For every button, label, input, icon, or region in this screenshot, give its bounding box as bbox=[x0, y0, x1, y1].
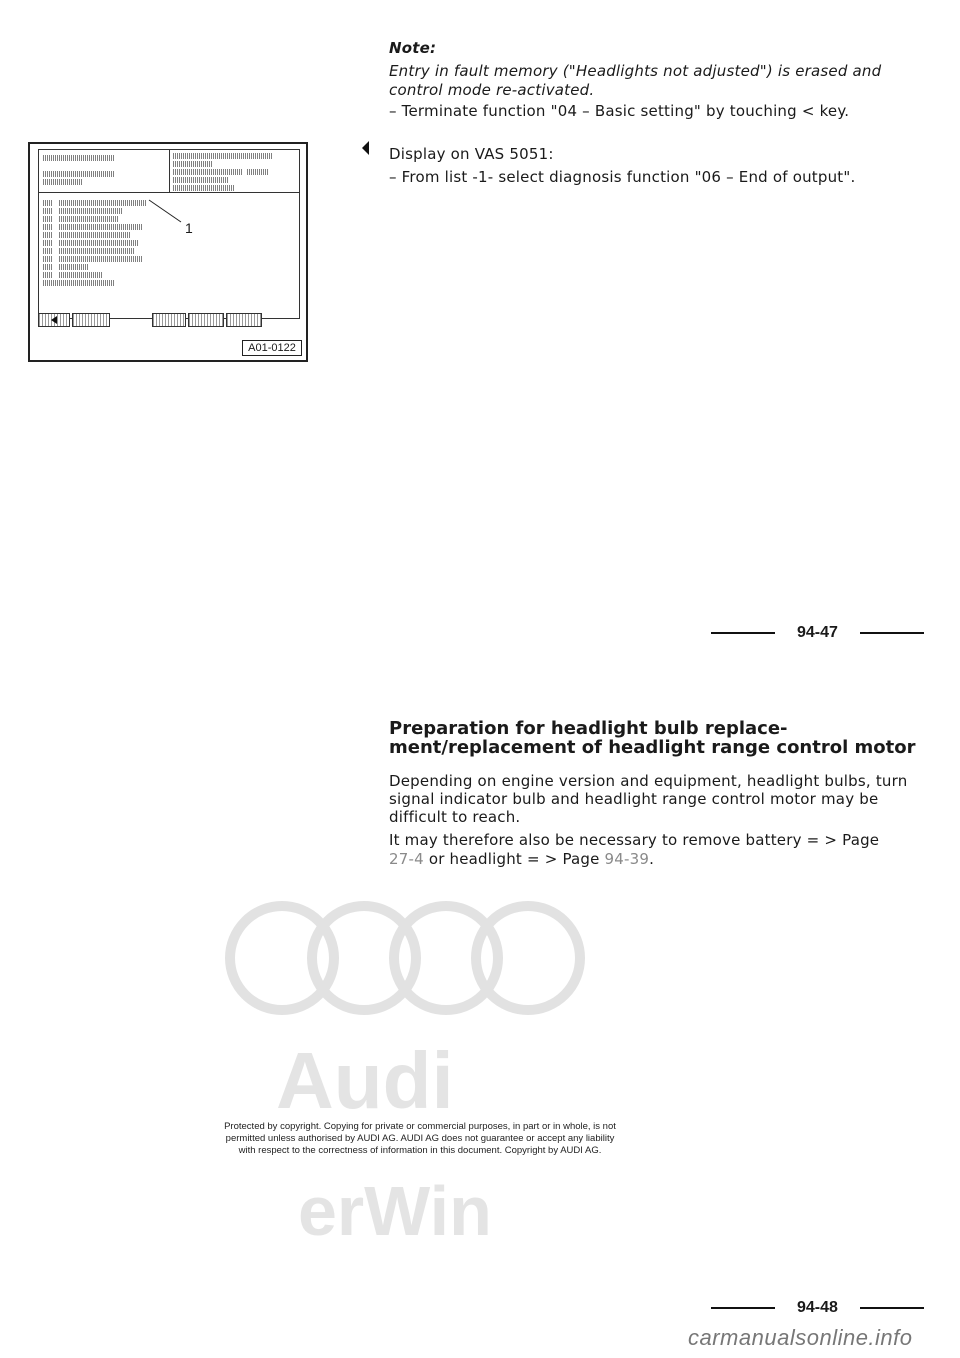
divider bbox=[711, 632, 775, 634]
vas-5051-display-figure bbox=[28, 142, 308, 362]
paragraph-1-line-1: Depending on engine version and equipment, headlight bulbs, turn bbox=[389, 772, 908, 790]
page-number-top bbox=[711, 624, 924, 642]
copyright-line-1: Protected by copyright. Copying for private or commercial purposes, in part or in whole, is not bbox=[224, 1121, 616, 1132]
note-text-line-1: Entry in fault memory ("Headlights not adjusted") is erased and bbox=[389, 62, 882, 80]
figure-soft-button bbox=[152, 313, 186, 327]
step-terminate-function: – Terminate function "04 – Basic setting" by touching < key. bbox=[389, 102, 850, 120]
callout-leader-line bbox=[39, 150, 299, 320]
page-number-bottom bbox=[711, 1299, 924, 1317]
paragraph-2-mid-text: or headlight = > Page bbox=[428, 850, 600, 868]
figure-soft-button bbox=[72, 313, 110, 327]
figure-soft-button bbox=[226, 313, 262, 327]
paragraph-1-line-3: difficult to reach. bbox=[389, 808, 521, 826]
note-label: Note: bbox=[389, 39, 437, 57]
page-number-text: 94-47 bbox=[797, 624, 838, 641]
figure-soft-button bbox=[188, 313, 224, 327]
site-watermark: carmanualsonline.info bbox=[688, 1325, 913, 1350]
figure-label: A01-0122 bbox=[242, 340, 302, 356]
copyright-line-2: permitted unless authorised by AUDI AG. AUDI AG does not guarantee or accept any liability bbox=[225, 1133, 615, 1144]
audi-rings-icon bbox=[230, 906, 580, 1010]
paragraph-2-end: . bbox=[649, 850, 655, 868]
section-heading-line-2: ment/replacement of headlight range control motor bbox=[389, 737, 916, 758]
step-select-diagnosis: – From list -1- select diagnosis function "06 – End of output". bbox=[389, 168, 856, 186]
paragraph-2-line-1: It may therefore also be necessary to remove battery = > Page bbox=[389, 831, 880, 849]
divider bbox=[860, 1307, 924, 1309]
divider bbox=[860, 632, 924, 634]
watermark-sub-text: erWin bbox=[298, 1172, 492, 1250]
copyright-notice bbox=[170, 1121, 670, 1157]
audi-watermark bbox=[220, 880, 600, 1260]
watermark-brand-text: Audi bbox=[276, 1036, 454, 1125]
pointer-left-icon bbox=[362, 141, 369, 155]
page-link-94-39[interactable]: 94-39 bbox=[604, 850, 650, 868]
copyright-line-3: with respect to the correctness of information in this document. Copyright by AUDI AG. bbox=[238, 1145, 602, 1156]
callout-number: 1 bbox=[185, 220, 193, 236]
note-text-line-2: control mode re-activated. bbox=[389, 81, 595, 99]
display-label: Display on VAS 5051: bbox=[389, 145, 554, 163]
divider bbox=[711, 1307, 775, 1309]
figure-screen bbox=[38, 149, 300, 319]
section-heading-line-1: Preparation for headlight bulb replace- bbox=[389, 718, 788, 739]
paragraph-1-line-2: signal indicator bulb and headlight range control motor may be bbox=[389, 790, 879, 808]
page-number-text: 94-48 bbox=[797, 1299, 838, 1316]
page-link-27-4[interactable]: 27-4 bbox=[389, 850, 424, 868]
paragraph-2-line-2 bbox=[389, 849, 654, 870]
figure-back-button bbox=[38, 313, 70, 327]
